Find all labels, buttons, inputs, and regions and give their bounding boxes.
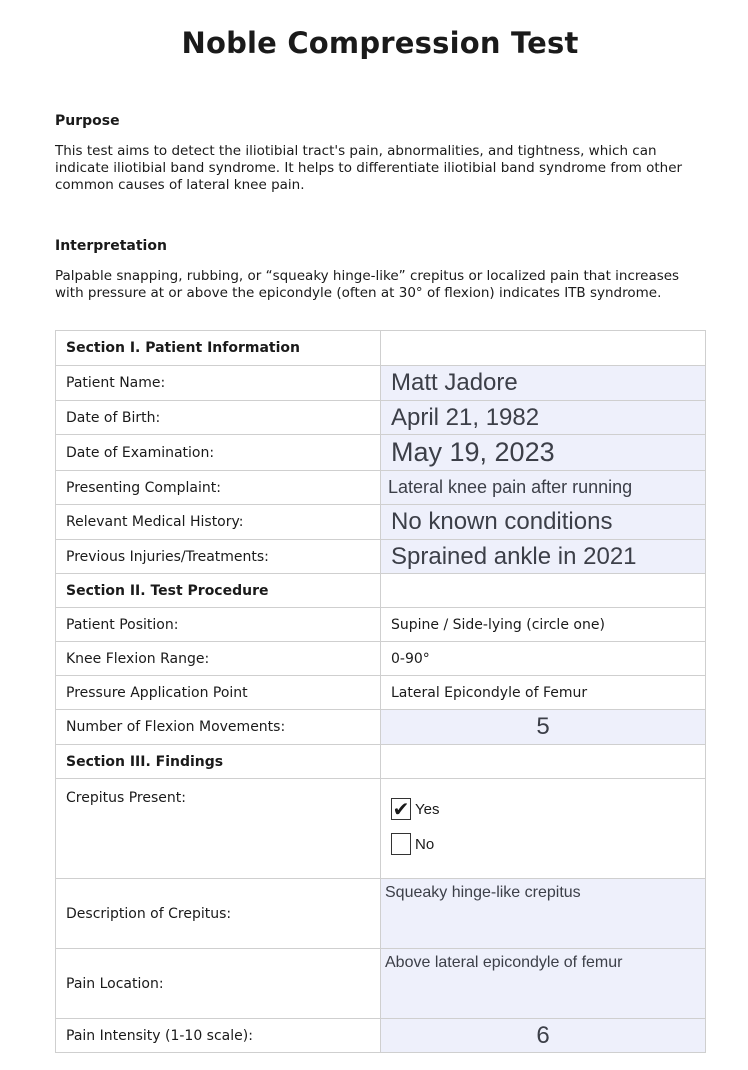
exam-date-label: Date of Examination: (56, 435, 381, 471)
crepitus-yes-label: Yes (415, 800, 440, 818)
purpose-heading: Purpose (55, 113, 120, 129)
crepitus-no-checkbox[interactable] (391, 833, 411, 855)
assessment-form-table (55, 330, 706, 1053)
movements-label: Number of Flexion Movements: (56, 710, 381, 745)
pain-intensity-label: Pain Intensity (1-10 scale): (56, 1019, 381, 1053)
crepitus-no-option[interactable] (391, 829, 705, 859)
injuries-label: Previous Injuries/Treatments: (56, 540, 381, 574)
interpretation-heading: Interpretation (55, 238, 167, 254)
section3-heading: Section III. Findings (56, 745, 381, 779)
history-field[interactable]: No known conditions (381, 505, 706, 540)
injuries-field[interactable]: Sprained ankle in 2021 (381, 540, 706, 574)
purpose-text: This test aims to detect the iliotibial tract's pain, abnormalities, and tightness, which can indicate iliotibial band syndrome. It helps to differentiate iliotibial band syndrome from other common causes of lateral knee pain. (55, 143, 683, 193)
complaint-field[interactable]: Lateral knee pain after running (381, 471, 706, 505)
pain-location-field[interactable]: Above lateral epicondyle of femur (381, 949, 706, 1019)
section2-heading: Section II. Test Procedure (56, 574, 381, 608)
complaint-label: Presenting Complaint: (56, 471, 381, 505)
crepitus-label: Crepitus Present: (56, 779, 381, 879)
position-value: Supine / Side-lying (circle one) (381, 608, 706, 642)
crepitus-yes-checkbox[interactable]: ✔ (392, 797, 410, 821)
exam-date-field[interactable]: May 19, 2023 (381, 435, 706, 471)
pain-intensity-field[interactable]: 6 (381, 1019, 706, 1053)
crepitus-no-label: No (415, 835, 435, 853)
section2-empty-cell (381, 574, 706, 608)
pressure-label: Pressure Application Point (56, 676, 381, 710)
patient-name-field[interactable]: Matt Jadore (381, 366, 706, 401)
interpretation-text: Palpable snapping, rubbing, or “squeaky hinge-like” crepitus or localized pain that increases with pressure at or above the epicondyle (often at 30° of flexion) indicates ITB syndrome. (55, 268, 680, 301)
history-label: Relevant Medical History: (56, 505, 381, 540)
crepitus-description-label: Description of Crepitus: (56, 879, 381, 949)
patient-name-label: Patient Name: (56, 366, 381, 401)
movements-field[interactable]: 5 (381, 710, 706, 745)
page-title: Noble Compression Test (181, 26, 579, 60)
crepitus-description-field[interactable]: Squeaky hinge-like crepitus (381, 879, 706, 949)
position-label: Patient Position: (56, 608, 381, 642)
crepitus-yes-option[interactable] (391, 794, 705, 824)
section1-heading: Section I. Patient Information (56, 331, 381, 366)
crepitus-options (381, 779, 706, 879)
dob-field[interactable]: April 21, 1982 (381, 401, 706, 435)
pain-location-label: Pain Location: (56, 949, 381, 1019)
pressure-value: Lateral Epicondyle of Femur (381, 676, 706, 710)
flexion-label: Knee Flexion Range: (56, 642, 381, 676)
flexion-value: 0-90° (381, 642, 706, 676)
section3-empty-cell (381, 745, 706, 779)
dob-label: Date of Birth: (56, 401, 381, 435)
section1-empty-cell (381, 331, 706, 366)
